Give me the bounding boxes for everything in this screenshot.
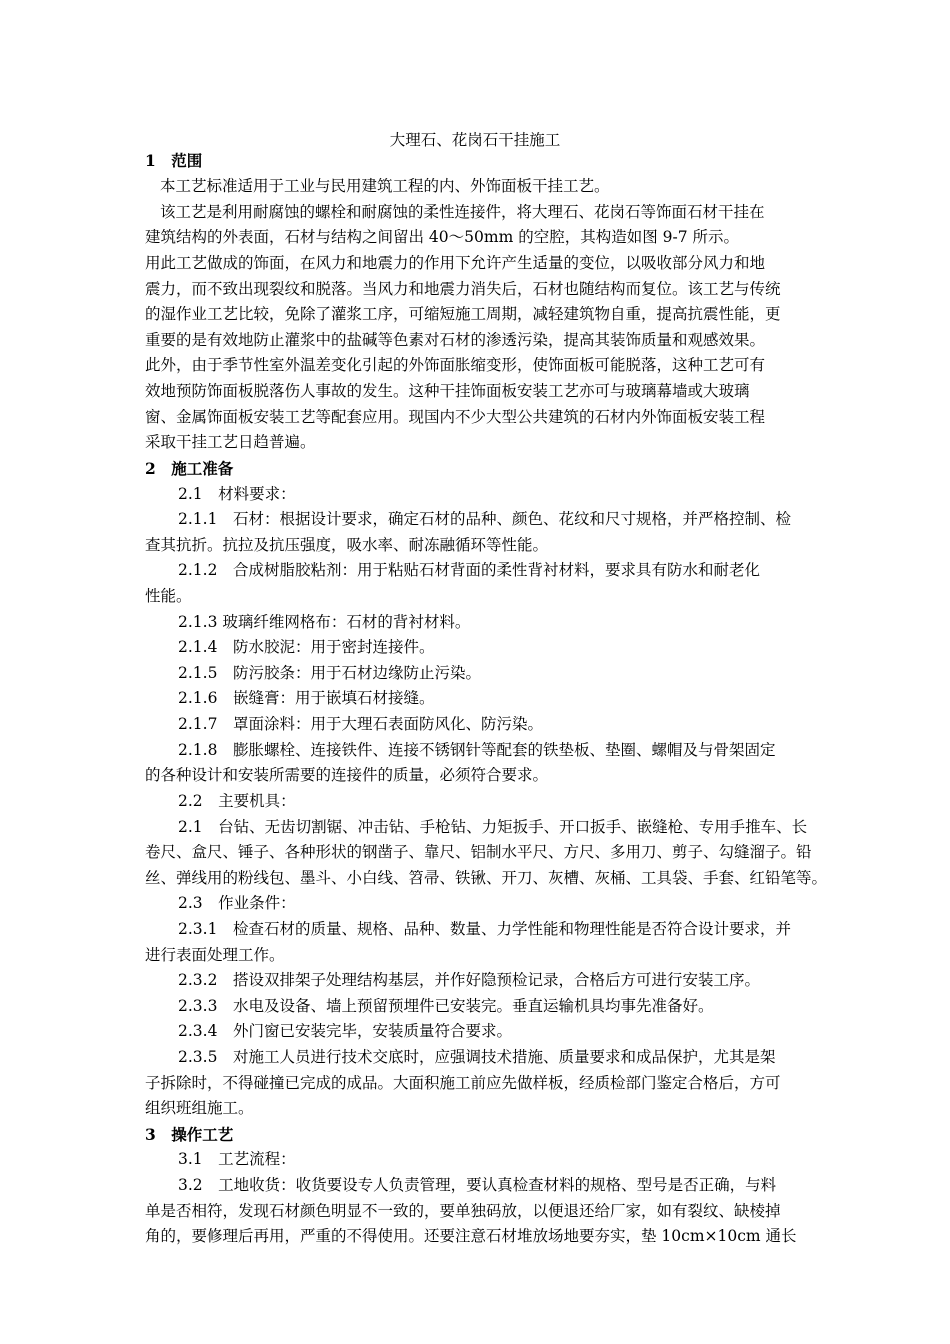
text-line: 组织班组施工。: [145, 1099, 254, 1117]
text-line: 性能。: [145, 587, 192, 605]
text-line: 效地预防饰面板脱落伤人事故的发生。这种干挂饰面板安装工艺亦可与玻璃幕墙或大玻璃: [145, 382, 750, 400]
text-line: 进行表面处理工作。: [145, 946, 285, 964]
text-line: 用此工艺做成的饰面，在风力和地震力的作用下允许产生适量的变位，以吸收部分风力和地: [145, 254, 766, 272]
section-heading: 3 操作工艺: [145, 1125, 234, 1144]
text-line: 2.1 材料要求：: [178, 485, 296, 503]
text-line: 重要的是有效地防止灌浆中的盐碱等色素对石材的渗透污染，提高其装饰质量和观感效果。: [145, 331, 766, 349]
text-line: 2.3.1 检查石材的质量、规格、品种、数量、力学性能和物理性能是否符合设计要求，并: [178, 920, 791, 938]
section-heading: 2 施工准备: [145, 459, 234, 478]
text-line: 2.1.4 防水胶泥：用于密封连接件。: [178, 638, 435, 656]
text-line: 震力，而不致出现裂纹和脱落。当风力和地震力消失后，石材也随结构而复位。该工艺与传统: [145, 280, 781, 298]
text-line: 此外，由于季节性室外温差变化引起的外饰面胀缩变形，使饰面板可能脱落，这种工艺可有: [145, 356, 766, 374]
text-line: 子拆除时，不得碰撞已完成的成品。大面积施工前应先做样板，经质检部门鉴定合格后，方可: [145, 1074, 781, 1092]
text-line: 角的，要修理后再用，严重的不得使用。还要注意石材堆放场地要夯实，垫 10cm×10cm 通长: [145, 1227, 797, 1245]
text-line: 查其抗折。抗拉及抗压强度，吸水率、耐冻融循环等性能。: [145, 536, 549, 554]
section-heading: 1 范围: [145, 151, 203, 170]
text-line: 2.2 主要机具：: [178, 792, 296, 810]
text-line: 3.1 工艺流程：: [178, 1150, 296, 1168]
text-line: 2.3.2 搭设双排架子处理结构基层，并作好隐预检记录，合格后方可进行安装工序。: [178, 971, 760, 989]
text-line: 2.1.1 石材：根据设计要求，确定石材的品种、颜色、花纹和尺寸规格，并严格控制、检: [178, 510, 791, 528]
text-line: 3.2 工地收货：收货要设专人负责管理，要认真检查材料的规格、型号是否正确，与料: [178, 1176, 777, 1194]
text-line: 的各种设计和安装所需要的连接件的质量，必须符合要求。: [145, 766, 549, 784]
text-line: 窗、金属饰面板安装工艺等配套应用。现国内不少大型公共建筑的石材内外饰面板安装工程: [145, 408, 766, 426]
text-line: 建筑结构的外表面，石材与结构之间留出 40～50mm 的空腔，其构造如图 9-7 所示。: [145, 228, 740, 246]
text-line: 本工艺标准适用于工业与民用建筑工程的内、外饰面板干挂工艺。: [160, 177, 610, 195]
text-line: 2.1 台钻、无齿切割锯、冲击钻、手枪钻、力矩扳手、开口扳手、嵌缝枪、专用手推车、长: [178, 818, 808, 836]
text-line: 2.3 作业条件：: [178, 894, 296, 912]
text-line: 单是否相符，发现石材颜色明显不一致的，要单独码放，以便退还给厂家，如有裂纹、缺棱掉: [145, 1202, 781, 1220]
text-line: 2.3.3 水电及设备、墙上预留预埋件已安装完。垂直运输机具均事先准备好。: [178, 997, 714, 1015]
text-line: 丝、弹线用的粉线包、墨斗、小白线、笤帚、铁锹、开刀、灰槽、灰桶、工具袋、手套、红铅笔等。: [145, 869, 828, 887]
text-line: 2.1.3 玻璃纤维网格布：石材的背衬材料。: [178, 613, 471, 631]
text-line: 的湿作业工艺比较，免除了灌浆工序，可缩短施工周期，减轻建筑物自重，提高抗震性能，更: [145, 305, 781, 323]
text-line: 2.1.8 膨胀螺栓、连接铁件、连接不锈钢针等配套的铁垫板、垫圈、螺帽及与骨架固定: [178, 741, 776, 759]
text-line: 该工艺是利用耐腐蚀的螺栓和耐腐蚀的柔性连接件，将大理石、花岗石等饰面石材干挂在: [160, 203, 765, 221]
text-line: 2.3.5 对施工人员进行技术交底时，应强调技术措施、质量要求和成品保护，尤其是架: [178, 1048, 776, 1066]
text-line: 2.1.7 罩面涂料：用于大理石表面防风化、防污染。: [178, 715, 543, 733]
text-line: 2.3.4 外门窗已安装完毕，安装质量符合要求。: [178, 1022, 512, 1040]
text-line: 2.1.2 合成树脂胶粘剂：用于粘贴石材背面的柔性背衬材料，要求具有防水和耐老化: [178, 561, 760, 579]
text-line: 2.1.5 防污胶条：用于石材边缘防止污染。: [178, 664, 481, 682]
text-line: 卷尺、盒尺、锤子、各种形状的钢凿子、靠尺、铝制水平尺、方尺、多用刀、剪子、勾缝溜子。铅: [145, 843, 812, 861]
page-title: 大理石、花岗石干挂施工: [389, 131, 561, 149]
text-line: 2.1.6 嵌缝膏：用于嵌填石材接缝。: [178, 689, 435, 707]
text-line: 采取干挂工艺日趋普遍。: [145, 433, 316, 451]
